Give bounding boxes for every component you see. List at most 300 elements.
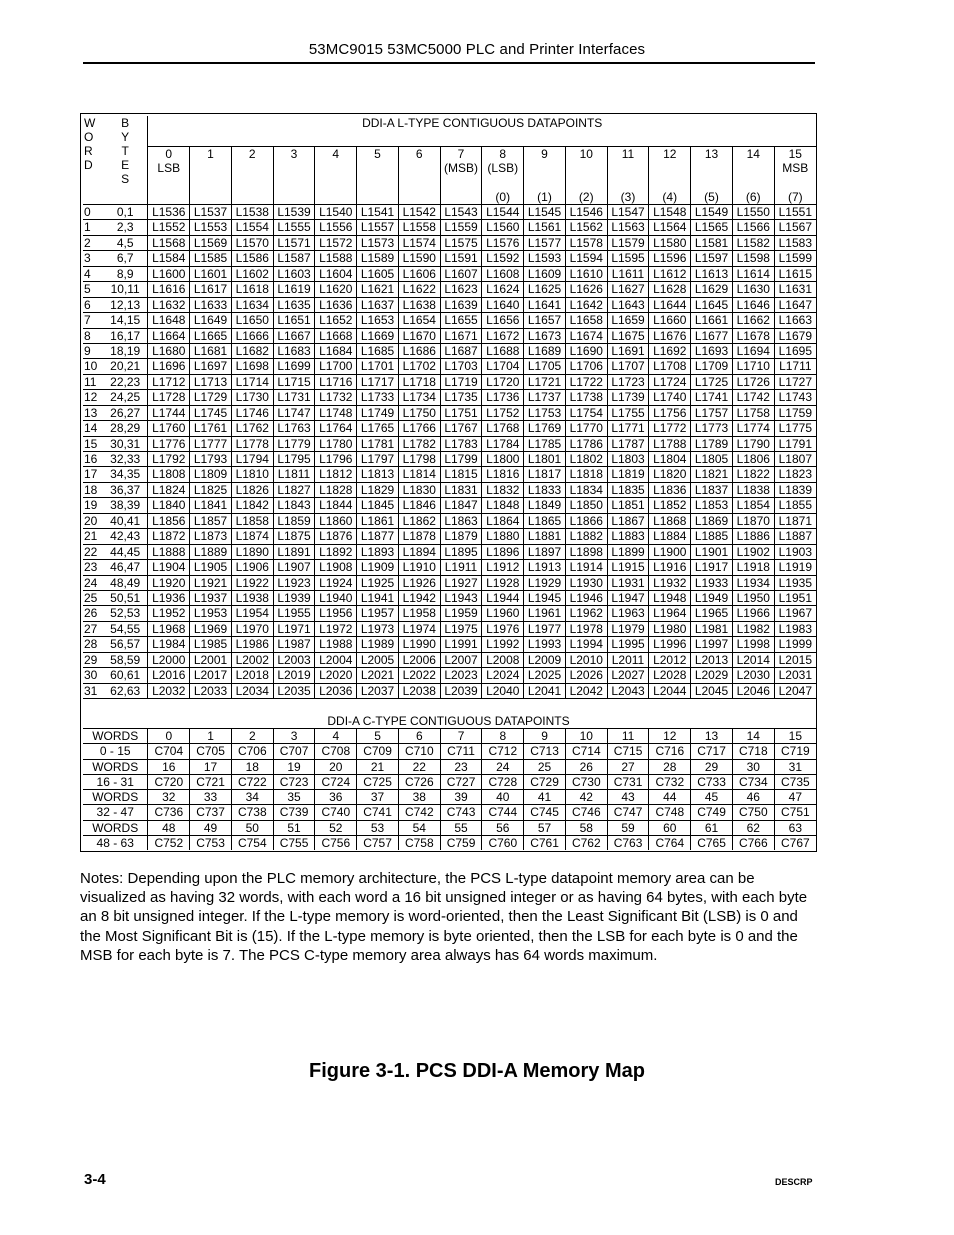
ctype-datapoint: C746 — [565, 805, 607, 820]
ltype-datapoint: L1949 — [691, 590, 733, 605]
ltype-datapoint: L1808 — [148, 467, 190, 482]
ltype-datapoint: L1850 — [565, 498, 607, 513]
ltype-datapoint: L1812 — [315, 467, 357, 482]
ctype-datapoint: C756 — [315, 836, 357, 851]
ltype-datapoint: L1582 — [732, 235, 774, 250]
ltype-datapoint: L1538 — [231, 205, 273, 220]
ctype-datapoint: C721 — [190, 774, 232, 789]
word-index: 35 — [273, 790, 315, 805]
word-index: 7 — [440, 729, 482, 744]
word-index: 39 — [440, 790, 482, 805]
ltype-datapoint: L1614 — [732, 266, 774, 281]
ltype-datapoint: L1607 — [440, 266, 482, 281]
ctype-datapoint: C705 — [190, 744, 232, 759]
ltype-datapoint: L1632 — [148, 297, 190, 312]
bit-number: 3 — [290, 147, 298, 161]
ctype-datapoint: C725 — [357, 774, 399, 789]
ltype-datapoint: L2030 — [732, 668, 774, 683]
ltype-datapoint: L1875 — [273, 529, 315, 544]
ltype-datapoint: L1746 — [231, 405, 273, 420]
ltype-datapoint: L1889 — [190, 544, 232, 559]
ltype-datapoint: L1818 — [565, 467, 607, 482]
table-row — [83, 560, 816, 575]
ltype-datapoint: L1961 — [524, 606, 566, 621]
ltype-datapoint: L1685 — [357, 343, 399, 358]
ltype-datapoint: L1896 — [482, 544, 524, 559]
ltype-datapoint: L1577 — [524, 235, 566, 250]
ltype-datapoint: L1616 — [148, 282, 190, 297]
word-number: 0 — [83, 205, 103, 220]
word-index: 48 — [148, 820, 190, 835]
ctype-datapoint: C732 — [649, 774, 691, 789]
ltype-datapoint: L1590 — [398, 251, 440, 266]
ltype-datapoint: L1629 — [691, 282, 733, 297]
byte-bit-number: (2) — [578, 190, 594, 204]
byte-pair: 20,21 — [103, 359, 148, 374]
ctype-datapoint: C763 — [607, 836, 649, 851]
ltype-datapoint: L1759 — [774, 405, 816, 420]
ltype-datapoint: L1673 — [524, 328, 566, 343]
ltype-datapoint: L1670 — [398, 328, 440, 343]
bit-number: 10 — [579, 147, 593, 161]
ltype-datapoint: L1556 — [315, 220, 357, 235]
ltype-datapoint: L1568 — [148, 235, 190, 250]
word-number: 10 — [83, 359, 103, 374]
word-index: 53 — [357, 820, 399, 835]
ltype-datapoint: L2037 — [357, 683, 399, 698]
ltype-datapoint: L1561 — [524, 220, 566, 235]
ltype-datapoint: L1954 — [231, 606, 273, 621]
ltype-datapoint: L1709 — [691, 359, 733, 374]
word-index: 62 — [732, 820, 774, 835]
ctype-datapoint: C762 — [565, 836, 607, 851]
ltype-datapoint: L1798 — [398, 452, 440, 467]
ltype-datapoint: L1611 — [607, 266, 649, 281]
ltype-datapoint: L1559 — [440, 220, 482, 235]
ltype-datapoint: L1813 — [357, 467, 399, 482]
table-row — [83, 467, 816, 482]
ltype-table — [83, 116, 816, 699]
byte-pair: 58,59 — [103, 652, 148, 667]
ltype-datapoint: L2035 — [273, 683, 315, 698]
ltype-datapoint: L1664 — [148, 328, 190, 343]
table-row — [83, 374, 816, 389]
ltype-datapoint: L1768 — [482, 421, 524, 436]
bit-number: 11 — [621, 147, 635, 161]
ltype-datapoint: L1690 — [565, 343, 607, 358]
byte-pair: 60,61 — [103, 668, 148, 683]
ltype-datapoint: L1677 — [691, 328, 733, 343]
byte-pair: 50,51 — [103, 590, 148, 605]
byte-pair: 24,25 — [103, 390, 148, 405]
ctype-points-row — [83, 744, 816, 759]
ltype-datapoint: L1580 — [649, 235, 691, 250]
ltype-datapoint: L1730 — [231, 390, 273, 405]
ltype-datapoint: L1765 — [357, 421, 399, 436]
ltype-datapoint: L1783 — [440, 436, 482, 451]
ltype-datapoint: L1589 — [357, 251, 399, 266]
ltype-datapoint: L1552 — [148, 220, 190, 235]
ltype-datapoint: L1602 — [231, 266, 273, 281]
ltype-datapoint: L1929 — [524, 575, 566, 590]
table-row — [83, 668, 816, 683]
ltype-datapoint: L1549 — [691, 205, 733, 220]
ltype-datapoint: L1824 — [148, 482, 190, 497]
words-label: WORDS — [83, 729, 148, 744]
byte-pair: 46,47 — [103, 560, 148, 575]
ltype-datapoint: L1902 — [732, 544, 774, 559]
byte-pair: 30,31 — [103, 436, 148, 451]
word-header-letter: W — [84, 116, 96, 130]
ltype-datapoint: L2034 — [231, 683, 273, 698]
ltype-datapoint: L1805 — [691, 452, 733, 467]
ltype-datapoint: L2006 — [398, 652, 440, 667]
table-row — [83, 405, 816, 420]
ltype-datapoint: L2000 — [148, 652, 190, 667]
ltype-datapoint: L2018 — [231, 668, 273, 683]
ctype-datapoint: C731 — [607, 774, 649, 789]
ltype-datapoint: L2016 — [148, 668, 190, 683]
ltype-datapoint: L1921 — [190, 575, 232, 590]
ltype-datapoint: L1586 — [231, 251, 273, 266]
ltype-datapoint: L1861 — [357, 513, 399, 528]
ctype-datapoint: C722 — [231, 774, 273, 789]
word-index: 22 — [398, 759, 440, 774]
table-row — [83, 390, 816, 405]
bit-number: 9 — [541, 147, 548, 161]
ctype-datapoint: C712 — [482, 744, 524, 759]
ltype-datapoint: L1697 — [190, 359, 232, 374]
byte-pair: 42,43 — [103, 529, 148, 544]
ltype-datapoint: L1959 — [440, 606, 482, 621]
ltype-datapoint: L1870 — [732, 513, 774, 528]
word-number: 8 — [83, 328, 103, 343]
bit-label: (MSB) — [444, 161, 478, 175]
byte-bit-number: (5) — [704, 190, 719, 204]
word-number: 28 — [83, 637, 103, 652]
ltype-datapoint: L2021 — [357, 668, 399, 683]
ctype-datapoint: C720 — [148, 774, 190, 789]
ltype-datapoint: L1563 — [607, 220, 649, 235]
byte-header-letter: S — [121, 172, 130, 186]
byte-header-letter: B — [121, 116, 130, 130]
ltype-datapoint: L1554 — [231, 220, 273, 235]
ctype-datapoint: C744 — [482, 805, 524, 820]
table-row — [83, 652, 816, 667]
ltype-datapoint: L1838 — [732, 482, 774, 497]
ctype-datapoint: C761 — [524, 836, 566, 851]
word-number: 27 — [83, 621, 103, 636]
word-number: 9 — [83, 343, 103, 358]
ltype-datapoint: L1947 — [607, 590, 649, 605]
bit-header — [732, 147, 774, 205]
ltype-datapoint: L1705 — [524, 359, 566, 374]
ltype-datapoint: L1740 — [649, 390, 691, 405]
ltype-datapoint: L1618 — [231, 282, 273, 297]
ltype-datapoint: L1977 — [524, 621, 566, 636]
ltype-datapoint: L2019 — [273, 668, 315, 683]
word-index: 28 — [649, 759, 691, 774]
ltype-datapoint: L2012 — [649, 652, 691, 667]
ltype-datapoint: L1834 — [565, 482, 607, 497]
ctype-datapoint: C747 — [607, 805, 649, 820]
ctype-datapoint: C719 — [774, 744, 816, 759]
ltype-datapoint: L1593 — [524, 251, 566, 266]
ltype-datapoint: L1770 — [565, 421, 607, 436]
ctype-datapoint: C740 — [315, 805, 357, 820]
ltype-datapoint: L1573 — [357, 235, 399, 250]
ltype-datapoint: L1840 — [148, 498, 190, 513]
ltype-datapoint: L1627 — [607, 282, 649, 297]
ltype-datapoint: L1598 — [732, 251, 774, 266]
bit-number: 5 — [374, 147, 381, 161]
ltype-datapoint: L1897 — [524, 544, 566, 559]
ltype-datapoint: L1766 — [398, 421, 440, 436]
word-index: 4 — [315, 729, 357, 744]
ltype-datapoint: L1807 — [774, 452, 816, 467]
word-index: 60 — [649, 820, 691, 835]
ltype-datapoint: L1940 — [315, 590, 357, 605]
ltype-datapoint: L1964 — [649, 606, 691, 621]
word-index: 36 — [315, 790, 357, 805]
word-index: 61 — [691, 820, 733, 835]
ltype-datapoint: L1866 — [565, 513, 607, 528]
ltype-datapoint: L1617 — [190, 282, 232, 297]
ltype-datapoint: L1754 — [565, 405, 607, 420]
ltype-datapoint: L2007 — [440, 652, 482, 667]
ltype-datapoint: L1843 — [273, 498, 315, 513]
ltype-datapoint: L1639 — [440, 297, 482, 312]
ltype-datapoint: L1594 — [565, 251, 607, 266]
ltype-datapoint: L1715 — [273, 374, 315, 389]
doc-code: DESCRP — [775, 1177, 813, 1187]
ltype-datapoint: L1854 — [732, 498, 774, 513]
ltype-datapoint: L1956 — [315, 606, 357, 621]
ltype-datapoint: L1918 — [732, 560, 774, 575]
ltype-datapoint: L1547 — [607, 205, 649, 220]
word-header — [83, 116, 103, 205]
ltype-datapoint: L1795 — [273, 452, 315, 467]
ltype-datapoint: L1648 — [148, 313, 190, 328]
words-label: WORDS — [83, 759, 148, 774]
ctype-datapoint: C764 — [649, 836, 691, 851]
ltype-datapoint: L1957 — [357, 606, 399, 621]
ltype-datapoint: L1844 — [315, 498, 357, 513]
ltype-datapoint: L1640 — [482, 297, 524, 312]
ltype-datapoint: L2033 — [190, 683, 232, 698]
ltype-datapoint: L1671 — [440, 328, 482, 343]
byte-header-letter: E — [121, 158, 130, 172]
ltype-datapoint: L1687 — [440, 343, 482, 358]
ltype-datapoint: L1830 — [398, 482, 440, 497]
word-index: 2 — [231, 729, 273, 744]
word-index: 8 — [482, 729, 524, 744]
table-row — [83, 606, 816, 621]
ltype-datapoint: L2005 — [357, 652, 399, 667]
ctype-datapoint: C724 — [315, 774, 357, 789]
ltype-datapoint: L1642 — [565, 297, 607, 312]
ltype-datapoint: L1960 — [482, 606, 524, 621]
ctype-datapoint: C706 — [231, 744, 273, 759]
ltype-datapoint: L1764 — [315, 421, 357, 436]
word-number: 19 — [83, 498, 103, 513]
ltype-datapoint: L1565 — [691, 220, 733, 235]
ctype-datapoint: C707 — [273, 744, 315, 759]
word-index: 27 — [607, 759, 649, 774]
ltype-datapoint: L1777 — [190, 436, 232, 451]
ltype-datapoint: L1963 — [607, 606, 649, 621]
ltype-datapoint: L1675 — [607, 328, 649, 343]
word-index: 42 — [565, 790, 607, 805]
ltype-datapoint: L1796 — [315, 452, 357, 467]
ctype-datapoint: C727 — [440, 774, 482, 789]
ltype-datapoint: L1750 — [398, 405, 440, 420]
ltype-datapoint: L1566 — [732, 220, 774, 235]
ltype-datapoint: L1880 — [482, 529, 524, 544]
ltype-datapoint: L1693 — [691, 343, 733, 358]
bit-header — [440, 147, 482, 205]
ltype-datapoint: L1684 — [315, 343, 357, 358]
ltype-datapoint: L1914 — [565, 560, 607, 575]
word-index: 25 — [524, 759, 566, 774]
ltype-datapoint: L1867 — [607, 513, 649, 528]
byte-pair: 10,11 — [103, 282, 148, 297]
byte-pair: 62,63 — [103, 683, 148, 698]
ltype-datapoint: L1800 — [482, 452, 524, 467]
ltype-datapoint: L1733 — [357, 390, 399, 405]
ltype-datapoint: L1794 — [231, 452, 273, 467]
ltype-datapoint: L1736 — [482, 390, 524, 405]
ctype-datapoint: C753 — [190, 836, 232, 851]
ltype-datapoint: L1980 — [649, 621, 691, 636]
ltype-datapoint: L1635 — [273, 297, 315, 312]
ctype-points-row — [83, 774, 816, 789]
ltype-datapoint: L1928 — [482, 575, 524, 590]
word-index: 19 — [273, 759, 315, 774]
bit-number: 0 — [165, 147, 173, 161]
word-index: 50 — [231, 820, 273, 835]
byte-pair: 56,57 — [103, 637, 148, 652]
ctype-datapoint: C743 — [440, 805, 482, 820]
ltype-datapoint: L1564 — [649, 220, 691, 235]
ltype-datapoint: L1836 — [649, 482, 691, 497]
ltype-datapoint: L1831 — [440, 482, 482, 497]
ltype-datapoint: L1907 — [273, 560, 315, 575]
word-index: 26 — [565, 759, 607, 774]
ltype-datapoint: L1890 — [231, 544, 273, 559]
ltype-title: DDI-A L-TYPE CONTIGUOUS DATAPOINTS — [148, 116, 816, 147]
ltype-datapoint: L1817 — [524, 467, 566, 482]
ltype-datapoint: L1982 — [732, 621, 774, 636]
ltype-datapoint: L1869 — [691, 513, 733, 528]
word-number: 11 — [83, 374, 103, 389]
ltype-datapoint: L1696 — [148, 359, 190, 374]
ltype-datapoint: L1833 — [524, 482, 566, 497]
word-number: 7 — [83, 313, 103, 328]
ltype-datapoint: L1931 — [607, 575, 649, 590]
ltype-datapoint: L1968 — [148, 621, 190, 636]
ltype-datapoint: L1911 — [440, 560, 482, 575]
bit-header — [691, 147, 733, 205]
bit-number: 13 — [704, 147, 719, 161]
ltype-datapoint: L1641 — [524, 297, 566, 312]
ltype-datapoint: L2036 — [315, 683, 357, 698]
byte-pair: 16,17 — [103, 328, 148, 343]
ctype-table — [83, 728, 816, 850]
ltype-datapoint: L1967 — [774, 606, 816, 621]
ltype-datapoint: L1539 — [273, 205, 315, 220]
ctype-datapoint: C766 — [732, 836, 774, 851]
ltype-datapoint: L1814 — [398, 467, 440, 482]
ltype-datapoint: L2002 — [231, 652, 273, 667]
ltype-datapoint: L1536 — [148, 205, 190, 220]
ltype-datapoint: L1756 — [649, 405, 691, 420]
ltype-datapoint: L1574 — [398, 235, 440, 250]
ltype-datapoint: L2009 — [524, 652, 566, 667]
ltype-datapoint: L1988 — [315, 637, 357, 652]
ltype-datapoint: L1906 — [231, 560, 273, 575]
ltype-datapoint: L1815 — [440, 467, 482, 482]
word-number: 15 — [83, 436, 103, 451]
ltype-datapoint: L1630 — [732, 282, 774, 297]
ltype-datapoint: L1772 — [649, 421, 691, 436]
page-number: 3-4 — [84, 1171, 106, 1188]
table-row — [83, 205, 816, 220]
word-index: 49 — [190, 820, 232, 835]
ltype-datapoint: L1966 — [732, 606, 774, 621]
word-number: 2 — [83, 235, 103, 250]
word-number: 4 — [83, 266, 103, 281]
ltype-datapoint: L1650 — [231, 313, 273, 328]
ltype-datapoint: L1864 — [482, 513, 524, 528]
ctype-datapoint: C748 — [649, 805, 691, 820]
ltype-datapoint: L1725 — [691, 374, 733, 389]
ltype-datapoint: L1545 — [524, 205, 566, 220]
ltype-datapoint: L1852 — [649, 498, 691, 513]
byte-pair: 28,29 — [103, 421, 148, 436]
ltype-datapoint: L1936 — [148, 590, 190, 605]
ltype-datapoint: L1651 — [273, 313, 315, 328]
word-header-letter: R — [84, 144, 93, 158]
ltype-datapoint: L1974 — [398, 621, 440, 636]
ltype-datapoint: L1986 — [231, 637, 273, 652]
ctype-datapoint: C734 — [732, 774, 774, 789]
bit-header — [524, 147, 566, 205]
ltype-datapoint: L2041 — [524, 683, 566, 698]
ltype-datapoint: L2047 — [774, 683, 816, 698]
ltype-datapoint: L1726 — [732, 374, 774, 389]
ltype-datapoint: L1885 — [691, 529, 733, 544]
ltype-datapoint: L1553 — [190, 220, 232, 235]
ltype-datapoint: L1832 — [482, 482, 524, 497]
table-row — [83, 498, 816, 513]
ltype-datapoint: L1951 — [774, 590, 816, 605]
ltype-datapoint: L1555 — [273, 220, 315, 235]
bit-header — [607, 147, 649, 205]
ctype-datapoint: C755 — [273, 836, 315, 851]
ctype-datapoint: C745 — [524, 805, 566, 820]
ltype-datapoint: L1729 — [190, 390, 232, 405]
ltype-datapoint: L1628 — [649, 282, 691, 297]
table-row — [83, 590, 816, 605]
bit-header — [190, 147, 232, 205]
ltype-datapoint: L1895 — [440, 544, 482, 559]
ltype-datapoint: L1691 — [607, 343, 649, 358]
ctype-datapoint: C741 — [357, 805, 399, 820]
ltype-datapoint: L1621 — [357, 282, 399, 297]
ltype-datapoint: L1646 — [732, 297, 774, 312]
ltype-datapoint: L1787 — [607, 436, 649, 451]
